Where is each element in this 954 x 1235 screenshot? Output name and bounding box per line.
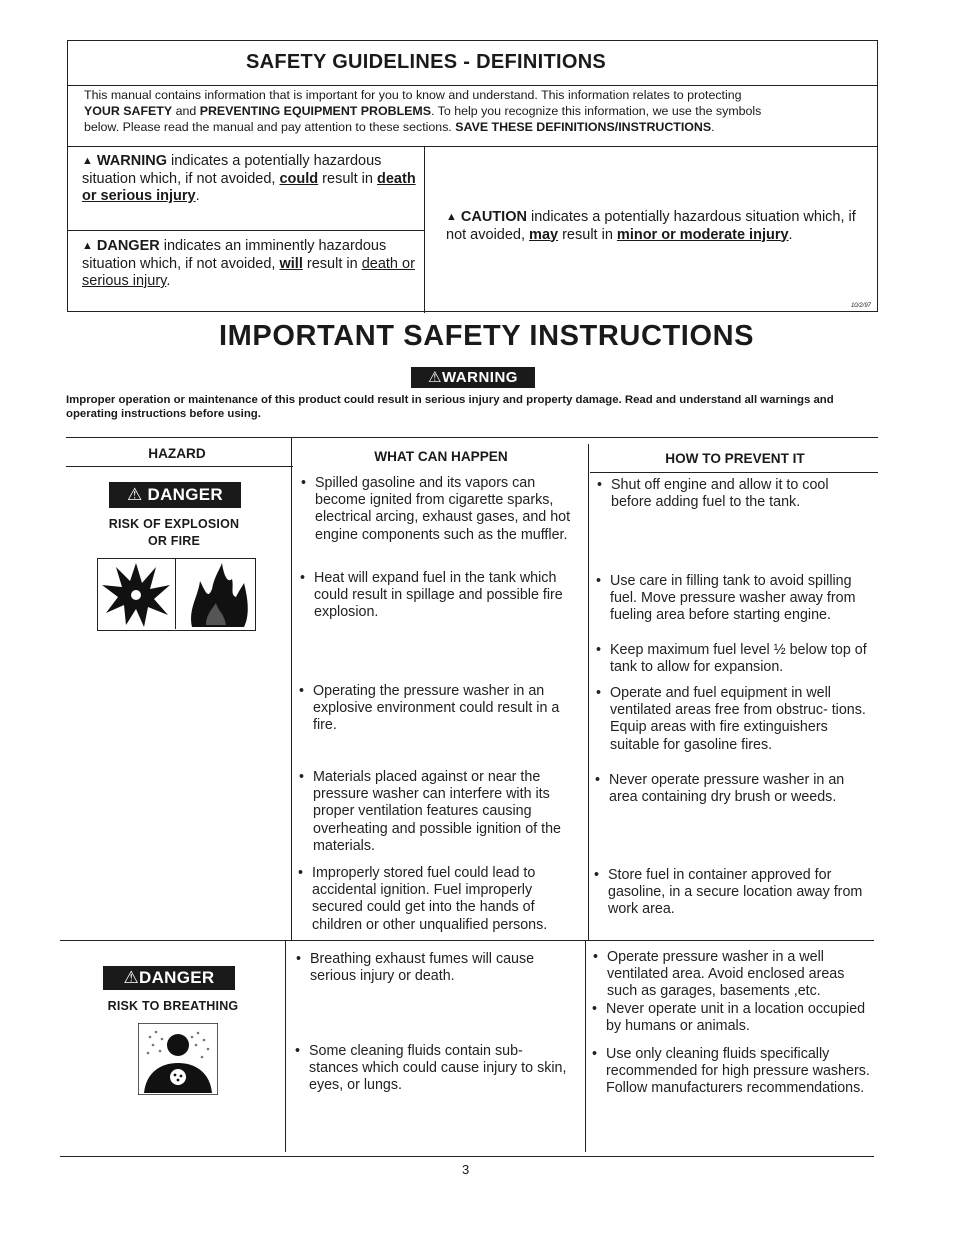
warning-triangle-icon: ▲ (446, 211, 457, 223)
toxic-fumes-icon (138, 1023, 218, 1095)
prevent-item-shut-off-engine: • Shut off engine and allow it to cool before adding fuel to the tank. (597, 477, 829, 511)
what-item-explosive-environment: • Operating the pressure washer in an explosive environment could result in a fire. (299, 683, 560, 734)
header-what-can-happen: WHAT CAN HAPPEN (374, 449, 508, 464)
what-item-improperly-stored-fuel: • Improperly stored fuel could lead to accidental ignition. Fuel improperly secured could get into the hands of children or other unqualified persons. (298, 865, 548, 933)
table-bottom-rule (60, 1156, 874, 1157)
danger-definition-cell (68, 231, 425, 313)
warning-statement: Improper operation or maintenance of this product could result in serious injury and property damage. Read and understand all warnings and operating instructions before using. (66, 394, 834, 420)
hazard-label-explosion: RISK OF EXPLOSION OR FIRE (108, 517, 240, 548)
prevent-item-never-occupied: • Never operate unit in a location occupied by humans or animals. (592, 1001, 866, 1035)
intro-line-1: This manual contains information that is important for you to know and understand. This information relates to protecting (84, 88, 742, 102)
prevent-item-well-ventilated: • Operate pressure washer in a well ventilated area. Avoid enclosed areas such as garages, basements ,etc. (593, 949, 845, 1000)
what-item-materials-placed: • Materials placed against or near the pressure washer can interfere with its proper ventilation features causing overheating and possible ignition of the materials. (299, 769, 561, 854)
prevent-item-use-care: • Use care in filling tank to avoid spilling fuel. Move pressure washer away from fueling area before starting engine. (596, 573, 856, 624)
definitions-grid (68, 146, 877, 312)
what-item-cleaning-fluids: • Some cleaning fluids contain sub- stances which could cause injury to skin, eyes, or lungs. (295, 1043, 567, 1094)
date-code: 10/2/97 (850, 303, 871, 309)
explosion-icon (98, 559, 176, 629)
explosion-fire-pictograms (97, 558, 256, 631)
danger-badge-breathing: ⚠DANGER (103, 966, 235, 990)
prevent-item-max-fuel-level: • Keep maximum fuel level ½ below top of tank to allow for expansion. (596, 642, 867, 676)
fire-icon (178, 559, 254, 629)
warning-badge: ⚠WARNING (411, 367, 535, 388)
prevent-item-dry-brush: • Never operate pressure washer in an area containing dry brush or weeds. (595, 772, 845, 806)
hazard-label-breathing: RISK TO BREATHING (107, 999, 239, 1013)
column-divider-2 (588, 444, 589, 940)
header-rule-hazard (66, 466, 293, 467)
intro-line-2: YOUR SAFETY and PREVENTING EQUIPMENT PROBLEMS. To help you recognize this information, we use the symbols (84, 104, 762, 118)
column-divider-1 (291, 437, 292, 940)
warning-triangle-icon: ▲ (82, 240, 93, 252)
intro-line-3: below. Please read the manual and pay attention to these sections. SAVE THESE DEFINITIONS/INSTRUCTIONS. (84, 120, 715, 134)
what-item-heat-expand: • Heat will expand fuel in the tank which could result in spillage and possible fire explosion. (300, 570, 563, 621)
table-top-rule (66, 437, 878, 438)
page-number: 3 (462, 1162, 470, 1177)
page-title: IMPORTANT SAFETY INSTRUCTIONS (219, 320, 755, 352)
column-divider-2b (585, 940, 586, 1152)
definitions-title: SAFETY GUIDELINES - DEFINITIONS (68, 41, 877, 86)
warning-triangle-icon: ▲ (82, 155, 93, 167)
header-rule-prevent (590, 472, 878, 473)
definitions-intro (84, 87, 859, 135)
prevent-item-cleaning-fluids: • Use only cleaning fluids specifically recommended for high pressure washers. Follow manufacturers recommendations. (592, 1046, 870, 1097)
prevent-item-ventilated-areas: • Operate and fuel equipment in well ventilated areas free from obstruc- tions. Equip areas with fire extinguishers suitable for gasoline fires. (596, 685, 866, 753)
what-item-exhaust-fumes: • Breathing exhaust fumes will cause serious injury or death. (296, 951, 535, 985)
warning-definition: ▲ WARNING indicates a potentially hazardous situation which, if not avoided, could result in death or serious injury. (82, 153, 416, 204)
column-divider-1b (285, 940, 286, 1152)
header-how-to-prevent: HOW TO PREVENT IT (665, 451, 805, 466)
row-divider (60, 940, 874, 941)
warning-definition-cell (68, 147, 425, 231)
safety-definitions-box (67, 40, 878, 312)
header-hazard: HAZARD (148, 446, 206, 461)
prevent-item-store-fuel: • Store fuel in container approved for gasoline, in a secure location away from work area. (594, 867, 863, 918)
danger-definition: ▲ DANGER indicates an imminently hazardous situation which, if not avoided, will result in death or serious injury. (82, 238, 415, 289)
what-item-spilled-gasoline: • Spilled gasoline and its vapors can become ignited from cigarette sparks, electrical arcing, exhaust gases, and hot engine components such as the muffler. (301, 475, 571, 543)
caution-definition: ▲ CAUTION indicates a potentially hazardous situation which, if not avoided, may result in minor or moderate injury. (446, 209, 856, 243)
danger-badge-explosion: ⚠ DANGER (109, 482, 241, 508)
